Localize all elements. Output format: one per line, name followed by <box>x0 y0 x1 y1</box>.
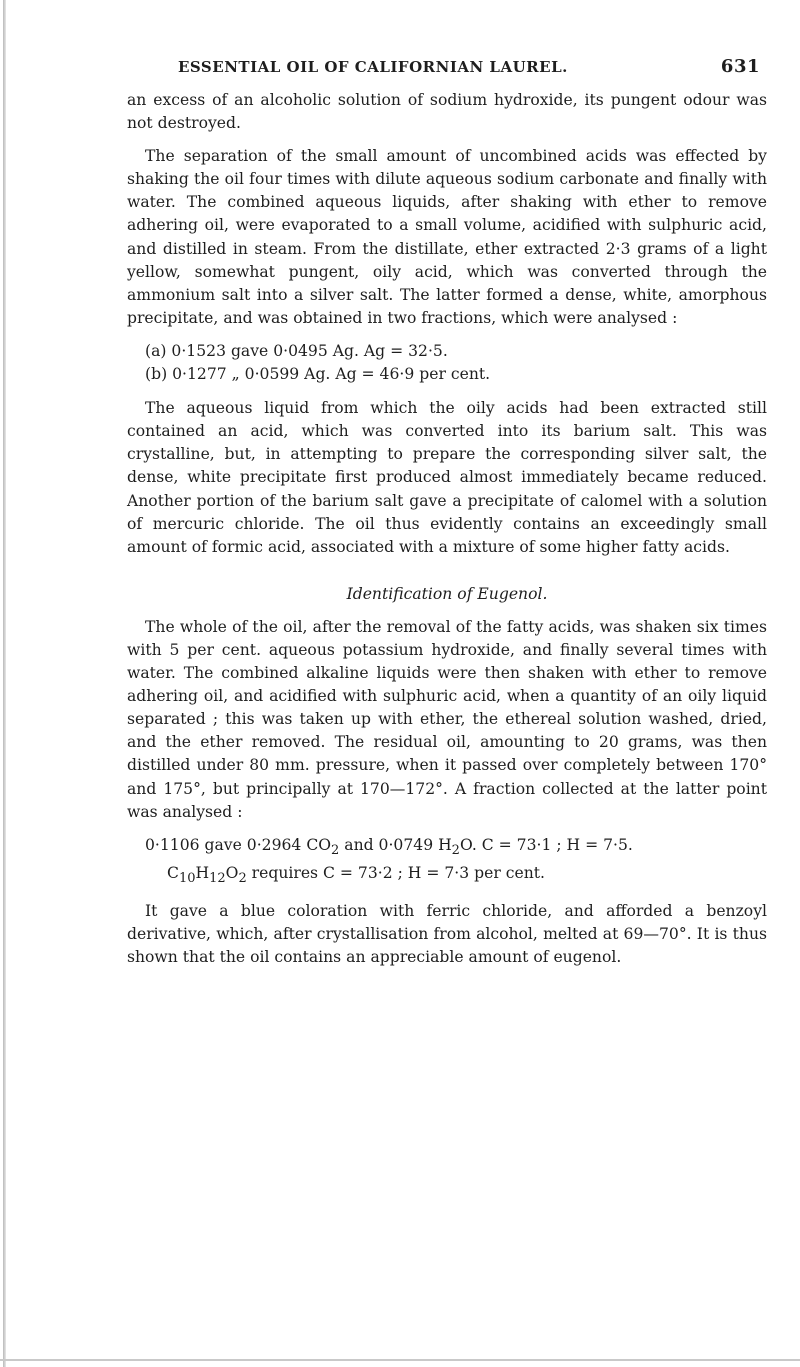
result-pre: 0·1106 gave 0·2964 CO <box>145 835 332 854</box>
formula-o-sub: 2 <box>238 871 247 887</box>
article-body <box>127 89 767 969</box>
formula-post: requires C = 73·2 ; H = 7·3 per cent. <box>246 863 545 882</box>
paragraph-3: The aqueous liquid from which the oily acids had been extracted still contained an acid, which was converted into its barium salt. This was crystalline, but, in attempting to prepare the corresponding silver salt, the dense, white precipitate first produced almost immediately became reduced. Another portion of the barium salt gave a precipitate of calomel with a solution of mercuric chloride. The oil thus evidently contains an exceedingly small amount of formic acid, associated with a mixture of some higher fatty acids. <box>127 399 767 556</box>
section-heading: Identification of Eugenol. <box>346 584 548 603</box>
silver-salt-analysis <box>127 340 767 386</box>
page-number: 631 <box>720 56 760 77</box>
page-bottom-edge <box>0 1359 800 1361</box>
page-edge-shadow <box>3 0 6 1367</box>
h2o-subscript: 2 <box>451 842 460 858</box>
eugenol-analysis <box>127 834 767 890</box>
formula-c-sub: 10 <box>178 871 196 887</box>
paragraph-2: The separation of the small amount of uncombined acids was effected by shaking the oil four times with dilute aqueous sodium carbonate and finally with water. The combined aqueous liquids, after shaking with ether to remove adhering oil, were evaporated to a small volume, acidified with sulphuric acid, and distilled in steam. From the distillate, ether extracted 2·3 grams of a light yellow, somewhat pungent, oily acid, which was converted through the ammonium salt into a silver salt. The latter formed a dense, white, amorphous precipitate, and was obtained in two fractions, which were analysed : <box>127 147 767 327</box>
result-mid: and 0·0749 H <box>339 835 452 854</box>
formula-h: H <box>195 863 210 882</box>
combustion-result <box>145 834 767 862</box>
paragraph-4: The whole of the oil, after the removal of the fatty acids, was shaken six times with 5 per cent. aqueous potassium hydroxide, and finally several times with water. The combined alkaline liquids were then shaken with ether to remove adhering oil, and acidified with sulphuric acid, when a quantity of an oily liquid separated ; this was taken up with ether, the ethereal solution washed, dried, and the ether removed. The residual oil, amounting to 20 grams, was then distilled under 80 mm. pressure, when it passed over completely between 170° and 175°, but principally at 170—172°. A fraction collected at the latter point was analysed : <box>127 617 767 821</box>
co2-subscript: 2 <box>331 842 340 858</box>
result-post: O. C = 73·1 ; H = 7·5. <box>459 835 633 854</box>
analysis-line-a: (a) 0·1523 gave 0·0495 Ag. Ag = 32·5. <box>145 341 448 360</box>
analysis-line-b: (b) 0·1277 „ 0·0599 Ag. Ag = 46·9 per cent. <box>145 365 491 384</box>
formula-h-sub: 12 <box>209 871 226 887</box>
paragraph-5: It gave a blue coloration with ferric chloride, and afforded a benzoyl derivative, which, after crystallisation from alcohol, melted at 69—70°. It is thus shown that the oil contains an appreciable amount of eugenol. <box>127 902 767 967</box>
paragraph-1: an excess of an alcoholic solution of sodium hydroxide, its pungent odour was not destroyed. <box>127 91 767 133</box>
formula-o: O <box>225 863 239 882</box>
running-title: ESSENTIAL OIL OF CALIFORNIAN LAUREL. <box>178 58 568 76</box>
formula-requirement <box>167 862 767 890</box>
formula-c: C <box>167 863 179 882</box>
